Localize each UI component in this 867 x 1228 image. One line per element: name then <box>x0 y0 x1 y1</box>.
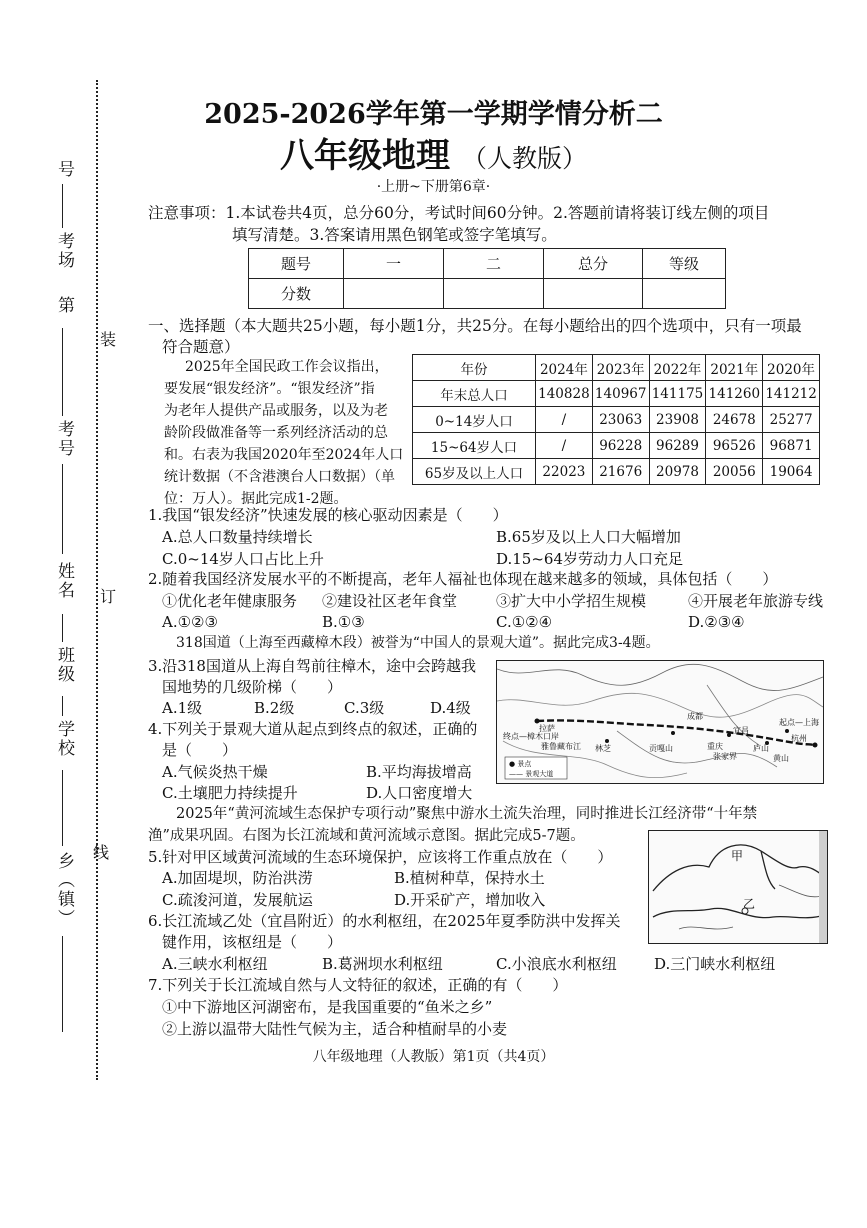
scope-line: ·上册~下册第6章· <box>376 179 491 195</box>
pop-row-label: 0~14岁人口 <box>413 407 536 433</box>
subject-title <box>0 128 867 177</box>
q2-option-a[interactable]: A.①②③ <box>162 613 218 631</box>
passage1-line: 位：万人）。据此完成1-2题。 <box>164 491 348 507</box>
q1-option-d[interactable]: D.15~64岁劳动力人口充足 <box>496 550 684 568</box>
page-footer: 八年级地理（人教版）第1页（共4页） <box>312 1049 555 1065</box>
binding-mark-ding: 订 <box>100 587 117 606</box>
passage1-line: 为老年人提供产品或服务，以及为老 <box>164 403 388 419</box>
q4-option-d[interactable]: D.人口密度增大 <box>366 784 473 802</box>
pop-cell: 96228 <box>592 433 649 459</box>
passage1-line: 和。右表为我国2020年至2024年人口 <box>164 447 404 463</box>
table-header-row <box>413 355 820 381</box>
score-cell-part2[interactable] <box>444 279 544 309</box>
school-label: 学校 <box>54 720 74 758</box>
class-label: 班级 <box>54 646 74 684</box>
table-row <box>413 459 820 485</box>
score-col-header: 二 <box>444 249 544 279</box>
score-cell-total[interactable] <box>544 279 643 309</box>
question-2-stem: 2.随着我国经济发展水平的不断提高，老年人福祉也体现在越来越多的领域，具体包括（ ） <box>148 570 778 588</box>
q1-option-c[interactable]: C.0~14岁人口占比上升 <box>162 550 324 568</box>
map1-label-lhasa: 拉萨 <box>539 724 555 733</box>
q4-option-a[interactable]: A.气候炎热干燥 <box>162 763 268 781</box>
q3-option-d[interactable]: D.4级 <box>430 699 471 717</box>
question-5-stem: 5.针对甲区域黄河流域的生态环境保护，应该将工作重点放在（ ） <box>148 848 613 866</box>
map1-legend-scenic: ● 景点 <box>509 760 532 768</box>
score-table-score-row <box>249 279 726 309</box>
student-name-label: 姓名 <box>54 562 74 600</box>
q2-statement-1: ①优化老年健康服务 <box>162 592 298 610</box>
score-col-header: 一 <box>344 249 444 279</box>
passage3-line-1: 2025年“黄河流域生态保护专项行动”聚焦中游水土流失治理，同时推进长江经济带“十年禁 <box>176 806 758 822</box>
binding-dotted-line <box>96 80 98 1080</box>
q3-option-a[interactable]: A.1级 <box>162 699 203 717</box>
score-cell-grade[interactable] <box>643 279 726 309</box>
map1-label-chongqing: 重庆 <box>707 742 723 751</box>
q5-option-d[interactable]: D.开采矿产，增加收入 <box>394 891 546 909</box>
pop-cell: 19064 <box>763 459 820 485</box>
pop-row-label: 年末总人口 <box>413 381 536 407</box>
passage2: 318国道（上海至西藏樟木段）被誉为“中国人的景观大道”。据此完成3-4题。 <box>176 635 660 651</box>
map1-label-yichang: 宜昌 <box>733 726 749 735</box>
pop-cell: 141175 <box>649 381 706 407</box>
pop-cell: 140967 <box>592 381 649 407</box>
exam-room-prefix: 第 <box>54 296 74 315</box>
pop-cell: 96289 <box>649 433 706 459</box>
q7-statement-1: ①中下游地区河湖密布，是我国重要的“鱼米之乡” <box>162 998 493 1016</box>
binding-mark-zhuang: 装 <box>100 330 117 349</box>
exam-number-label: 号 <box>54 160 74 179</box>
q3-option-c[interactable]: C.3级 <box>344 699 385 717</box>
pop-cell: 20056 <box>706 459 763 485</box>
route-318-map <box>496 660 824 784</box>
q2-option-c[interactable]: C.①②④ <box>496 613 553 631</box>
passage1-line: 龄阶段做准备等一系列经济活动的总 <box>164 425 388 441</box>
map1-label-zhangjiajie: 张家界 <box>713 752 737 761</box>
pop-cell: 141212 <box>763 381 820 407</box>
map1-label-hangzhou: 杭州 <box>791 734 807 743</box>
pop-cell: / <box>536 407 593 433</box>
student-name-blank[interactable] <box>62 464 64 554</box>
edition-label: （人教版） <box>461 144 587 173</box>
q2-statement-3: ③扩大中小学招生规模 <box>496 592 647 610</box>
school-blank[interactable] <box>62 696 64 716</box>
table-row <box>413 433 820 459</box>
passage1-line: 要发展“银发经济”。“银发经济”指 <box>164 381 375 397</box>
binding-mark-xian: 线 <box>93 843 110 862</box>
exam-id-blank[interactable] <box>62 328 64 416</box>
q4-option-c[interactable]: C.土壤肥力持续提升 <box>162 784 298 802</box>
map1-label-nyingchi: 林芝 <box>595 744 611 753</box>
river-basin-map <box>648 830 828 944</box>
pop-row-label: 65岁及以上人口 <box>413 459 536 485</box>
pop-cell: 23063 <box>592 407 649 433</box>
town-blank-lower[interactable] <box>62 936 64 1032</box>
q3-option-b[interactable]: B.2级 <box>254 699 295 717</box>
q5-option-b[interactable]: B.植树种草，保持水土 <box>394 869 545 887</box>
notice-line-2: 填写清楚。3.答案请用黑色钢笔或签字笔填写。 <box>232 226 557 244</box>
pop-header-cell: 2020年 <box>763 355 820 381</box>
q6-option-d[interactable]: D.三门峡水利枢纽 <box>654 955 776 973</box>
notice-line-1: 注意事项：1.本试卷共4页，总分60分，考试时间60分钟。2.答题前请将装订线左侧的项目 <box>148 204 770 222</box>
population-table <box>412 354 820 485</box>
passage1-line: 统计数据（不含港澳台人口数据）（单 <box>164 469 395 485</box>
q1-option-a[interactable]: A.总人口数量持续增长 <box>162 528 313 546</box>
map1-label-lushan: 庐山 <box>753 744 769 753</box>
map1-label-huangshan: 黄山 <box>773 754 789 763</box>
map2-label-jia: 甲 <box>731 849 744 863</box>
q5-option-c[interactable]: C.疏浚河道，发展航运 <box>162 891 313 909</box>
pop-cell: / <box>536 433 593 459</box>
question-7-stem: 7.下列关于长江流域自然与人文特征的叙述，正确的有（ ） <box>148 976 568 994</box>
q2-option-b[interactable]: B.①③ <box>322 613 365 631</box>
pop-cell: 20978 <box>649 459 706 485</box>
score-col-header: 总分 <box>544 249 643 279</box>
pop-cell: 24678 <box>706 407 763 433</box>
pop-header-cell: 2023年 <box>592 355 649 381</box>
map1-label-end: 终点—樟木口岸 <box>503 732 559 741</box>
q6-option-c[interactable]: C.小浪底水利枢纽 <box>496 955 617 973</box>
score-col-header: 题号 <box>249 249 344 279</box>
question-1-stem: 1.我国“银发经济”快速发展的核心驱动因素是（ ） <box>148 506 508 524</box>
score-col-header: 等级 <box>643 249 726 279</box>
map1-label-start: 起点—上海 <box>779 718 819 727</box>
passage1-line: 2025年全国民政工作会议指出， <box>185 359 389 375</box>
pop-cell: 21676 <box>592 459 649 485</box>
map1-label-yarlung: 雅鲁藏布江 <box>541 742 581 751</box>
pop-header-cell: 2024年 <box>536 355 593 381</box>
question-6-stem-cont: 键作用，该枢纽是（ ） <box>162 933 343 951</box>
class-blank[interactable] <box>62 614 64 642</box>
q6-option-a[interactable]: A.三峡水利枢纽 <box>162 955 268 973</box>
q2-option-d[interactable]: D.②③④ <box>688 613 745 631</box>
table-row <box>413 407 820 433</box>
pop-cell: 23908 <box>649 407 706 433</box>
q6-option-b[interactable]: B.葛洲坝水利枢纽 <box>322 955 443 973</box>
route-318-map-graphic <box>497 661 823 783</box>
q7-statement-2: ②上游以温带大陆性气候为主，适合种植耐旱的小麦 <box>162 1020 508 1038</box>
pop-header-cell: 年份 <box>413 355 536 381</box>
exam-room-label: 考场 <box>54 232 74 270</box>
exam-title: 2025-2026学年第一学期学情分析二 <box>204 99 663 130</box>
passage3-line-2: 渔”成果巩固。右图为长江流域和黄河流域示意图。据此完成5-7题。 <box>148 828 585 844</box>
q2-statement-4: ④开展老年旅游专线 <box>688 592 824 610</box>
pop-cell: 25277 <box>763 407 820 433</box>
pop-cell: 140828 <box>536 381 593 407</box>
map1-label-chengdu: 成都 <box>687 712 703 721</box>
question-4-stem: 4.下列关于景观大道从起点到终点的叙述，正确的 <box>148 720 478 738</box>
pop-row-label: 15~64岁人口 <box>413 433 536 459</box>
question-4-stem-cont: 是（ ） <box>162 741 238 759</box>
score-row-label: 分数 <box>249 279 344 309</box>
town-label: 乡（镇） <box>54 852 74 928</box>
subject-name: 八年级地理 <box>279 136 450 176</box>
map1-legend-route: —— 景观大道 <box>509 770 554 778</box>
q2-statement-2: ②建设社区老年食堂 <box>322 592 458 610</box>
map2-label-yi: 乙 <box>743 897 756 911</box>
section1-heading: 一、选择题（本大题共25小题，每小题1分，共25分。在每小题给出的四个选项中，只有一项最 <box>148 317 802 335</box>
pop-header-cell: 2022年 <box>649 355 706 381</box>
town-blank[interactable] <box>62 770 64 846</box>
q1-option-b[interactable]: B.65岁及以上人口大幅增加 <box>496 528 681 546</box>
pop-header-cell: 2021年 <box>706 355 763 381</box>
question-3-stem: 3.沿318国道从上海自驾前往樟木，途中会跨越我 <box>148 657 476 675</box>
pop-cell: 22023 <box>536 459 593 485</box>
score-cell-part1[interactable] <box>344 279 444 309</box>
q5-option-a[interactable]: A.加固堤坝，防治洪涝 <box>162 869 313 887</box>
section1-heading-cont: 符合题意） <box>162 338 240 356</box>
question-3-stem-cont: 国地势的几级阶梯（ ） <box>162 678 343 696</box>
exam-id-label: 考号 <box>54 420 74 458</box>
q4-option-b[interactable]: B.平均海拔增高 <box>366 763 472 781</box>
score-table-header-row <box>249 249 726 279</box>
pop-cell: 96871 <box>763 433 820 459</box>
pop-cell: 96526 <box>706 433 763 459</box>
pop-cell: 141260 <box>706 381 763 407</box>
score-table <box>248 248 726 309</box>
question-6-stem: 6.长江流域乙处（宜昌附近）的水利枢纽，在2025年夏季防洪中发挥关 <box>148 912 621 930</box>
map1-label-gongga: 贡嘎山 <box>649 744 673 753</box>
table-row <box>413 381 820 407</box>
